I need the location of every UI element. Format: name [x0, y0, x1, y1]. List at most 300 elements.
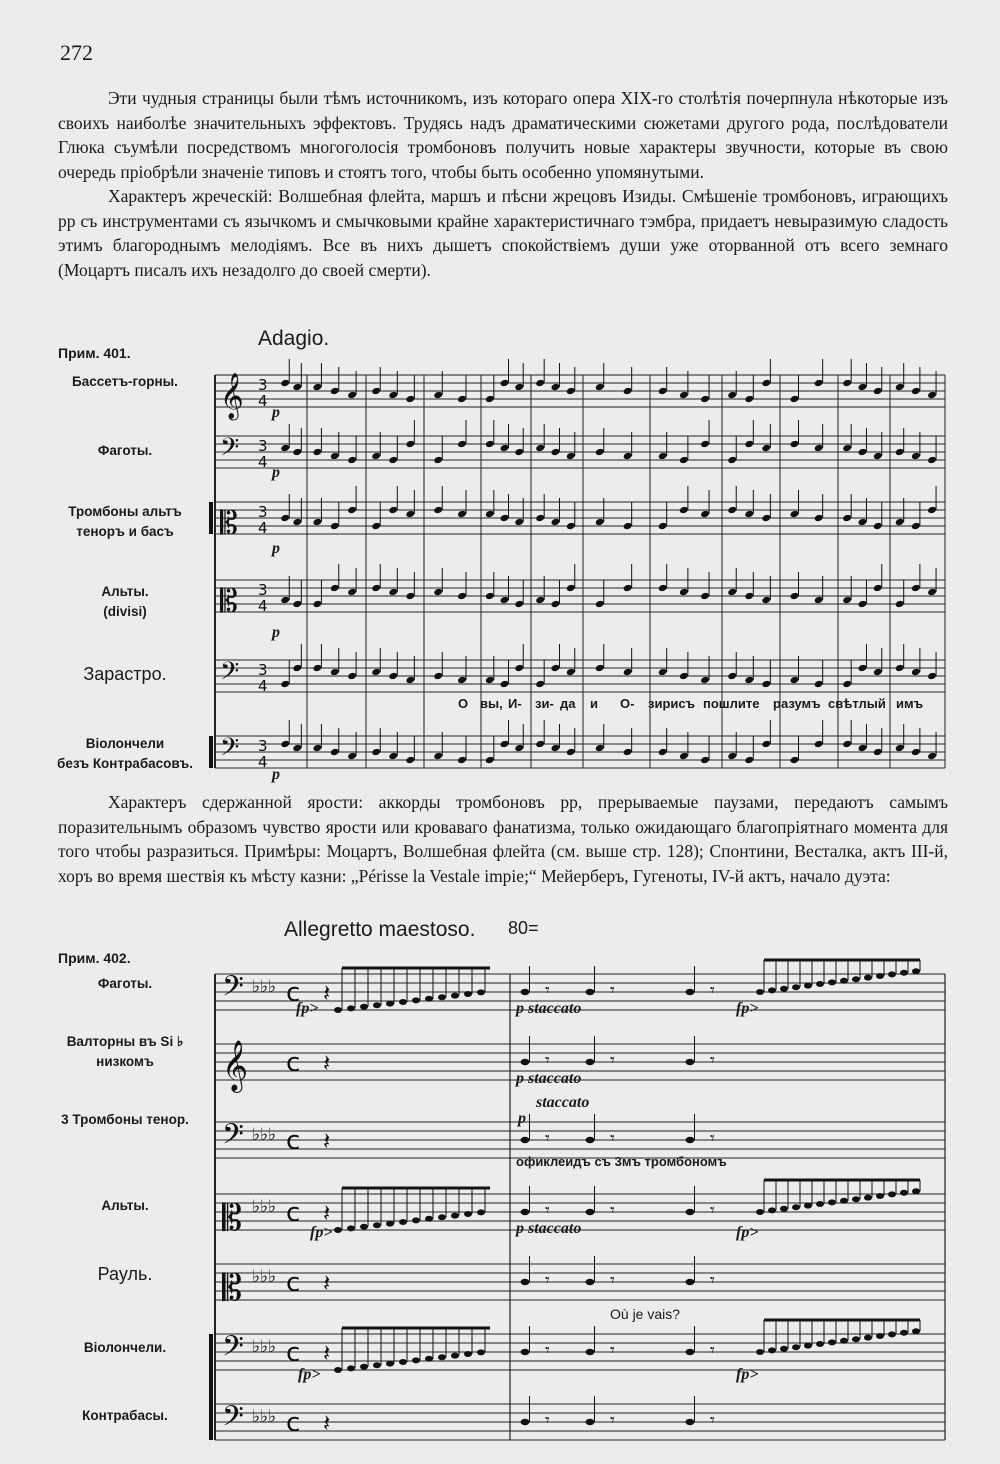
instrument-label: безъ Контрабасовъ. — [57, 756, 193, 771]
note-head — [623, 522, 633, 531]
note-head — [744, 592, 754, 601]
lyric: вы, — [480, 696, 503, 711]
note-head — [464, 1351, 472, 1357]
note-head — [873, 387, 883, 396]
note-head — [816, 1201, 824, 1207]
bass-clef-icon: 𝄢 — [222, 970, 244, 1010]
note-head — [280, 680, 290, 689]
lyric: О- — [620, 696, 635, 711]
rest-icon: 𝄾 — [610, 980, 615, 1001]
note-head — [679, 456, 689, 465]
note-head — [566, 748, 576, 757]
note-head — [412, 1217, 420, 1223]
note-head — [876, 973, 884, 979]
note-head — [911, 748, 921, 757]
note-head — [500, 680, 510, 689]
note-head — [840, 1338, 848, 1344]
note-head — [804, 983, 812, 989]
note-head — [312, 383, 322, 392]
note-head — [514, 383, 524, 392]
note-head — [804, 1203, 812, 1209]
note-head — [514, 744, 524, 753]
note-head — [900, 970, 908, 976]
note-head — [371, 668, 381, 677]
note-head — [514, 448, 524, 457]
note-head — [500, 740, 510, 749]
note-head — [857, 744, 867, 753]
time-signature: 4 — [258, 519, 268, 537]
note-head — [399, 1359, 407, 1365]
time-signature: c — [286, 978, 301, 1008]
note-head — [912, 1328, 920, 1334]
note-head — [927, 752, 937, 761]
rest-icon: 𝄾 — [710, 980, 715, 1001]
note-head — [292, 448, 302, 457]
note-head — [330, 522, 340, 531]
note-head — [727, 672, 737, 681]
note-head — [888, 1331, 896, 1337]
note-head — [451, 993, 459, 999]
note-head — [927, 391, 937, 400]
note-head — [679, 506, 689, 515]
note-head — [814, 740, 824, 749]
note-head — [595, 383, 605, 392]
note-head — [700, 395, 710, 404]
note-head — [425, 1356, 433, 1362]
note-head — [485, 756, 495, 765]
note-head — [514, 600, 524, 609]
note-head — [371, 748, 381, 757]
note-head — [790, 592, 800, 601]
note-head — [686, 1349, 695, 1355]
rest-icon: 𝄽 — [323, 1409, 331, 1437]
dynamic-mark: p staccato — [516, 1220, 582, 1237]
note-head — [373, 1222, 381, 1228]
time-signature: c — [286, 1048, 301, 1078]
note-head — [873, 522, 883, 531]
note-head — [347, 1005, 355, 1011]
alto-clef-icon: 𝄡 — [220, 582, 238, 620]
note-head — [334, 1007, 342, 1013]
note-head — [566, 668, 576, 677]
note-head — [828, 1339, 836, 1345]
note-head — [790, 395, 800, 404]
note-head — [550, 664, 560, 673]
note-head — [888, 1191, 896, 1197]
note-head — [438, 994, 446, 1000]
flat-icon: ♭♭♭ — [252, 1197, 277, 1217]
note-head — [727, 456, 737, 465]
note-head — [373, 1362, 381, 1368]
note-head — [828, 1199, 836, 1205]
note-head — [386, 1221, 394, 1227]
note-head — [679, 672, 689, 681]
note-head — [292, 664, 302, 673]
note-head — [347, 506, 357, 515]
lyric: и — [590, 696, 598, 711]
lyric: зирисъ — [648, 696, 695, 711]
note-head — [586, 1419, 595, 1425]
note-head — [623, 584, 633, 593]
note-head — [521, 1137, 530, 1143]
note-head — [686, 1059, 695, 1065]
note-head — [347, 752, 357, 761]
note-head — [451, 1353, 459, 1359]
note-head — [873, 748, 883, 757]
note-head — [330, 452, 340, 461]
note-head — [312, 448, 322, 457]
note-head — [451, 1213, 459, 1219]
flat-icon: ♭♭♭ — [252, 977, 277, 997]
example-label: Прим. 402. — [58, 950, 131, 966]
note-head — [521, 989, 530, 995]
note-head — [500, 596, 510, 605]
note-head — [900, 1330, 908, 1336]
note-head — [412, 997, 420, 1003]
note-head — [425, 996, 433, 1002]
note-head — [895, 600, 905, 609]
dynamic-mark: p — [272, 404, 280, 421]
note-head — [911, 668, 921, 677]
note-head — [485, 676, 495, 685]
note-head — [679, 752, 689, 761]
note-head — [292, 383, 302, 392]
note-head — [399, 1219, 407, 1225]
note-head — [386, 1361, 394, 1367]
note-head — [857, 518, 867, 527]
note-head — [927, 672, 937, 681]
note-head — [457, 676, 467, 685]
note-head — [433, 672, 443, 681]
rest-icon: 𝄽 — [323, 1339, 331, 1367]
note-head — [405, 440, 415, 449]
note-head — [425, 1216, 433, 1222]
note-head — [373, 1002, 381, 1008]
note-head — [586, 989, 595, 995]
note-head — [790, 440, 800, 449]
note-head — [566, 387, 576, 396]
note-head — [768, 987, 776, 993]
note-head — [911, 387, 921, 396]
note-head — [485, 395, 495, 404]
note-head — [658, 668, 668, 677]
tempo-marking: Adagio. — [258, 327, 330, 350]
note-head — [457, 440, 467, 449]
time-signature: c — [286, 1268, 301, 1298]
note-head — [780, 1206, 788, 1212]
note-head — [761, 680, 771, 689]
rest-icon: 𝄾 — [610, 1340, 615, 1361]
note-head — [679, 588, 689, 597]
note-head — [912, 1188, 920, 1194]
instrument-label: Фаготы. — [97, 976, 153, 991]
note-head — [814, 444, 824, 453]
note-head — [334, 1367, 342, 1373]
rest-icon: 𝄾 — [610, 1128, 615, 1149]
note-head — [521, 1419, 530, 1425]
note-head — [500, 444, 510, 453]
time-signature: 3 — [258, 437, 268, 455]
note-head — [412, 1357, 420, 1363]
note-head — [330, 748, 340, 757]
note-head — [360, 1364, 368, 1370]
rest-icon: 𝄾 — [710, 1270, 715, 1291]
note-head — [658, 584, 668, 593]
note-head — [828, 979, 836, 985]
rest-icon: 𝄾 — [710, 1050, 715, 1071]
note-head — [761, 596, 771, 605]
note-head — [280, 740, 290, 749]
lyric: разумъ — [773, 696, 821, 711]
note-head — [500, 379, 510, 388]
note-head — [433, 456, 443, 465]
treble-clef-icon: 𝄞 — [222, 1040, 249, 1091]
instrument-label: Тромбоны альтъ — [68, 504, 182, 519]
note-head — [595, 600, 605, 609]
flat-icon: ♭♭♭ — [252, 1407, 277, 1427]
note-head — [595, 744, 605, 753]
note-head — [700, 440, 710, 449]
note-head — [347, 391, 357, 400]
bass-clef-icon: 𝄢 — [220, 433, 240, 468]
note-head — [312, 600, 322, 609]
note-head — [873, 452, 883, 461]
note-head — [457, 395, 467, 404]
note-head — [433, 588, 443, 597]
note-head — [900, 1190, 908, 1196]
note-head — [876, 1193, 884, 1199]
dynamic-mark: fp> — [296, 1000, 319, 1017]
note-head — [347, 1365, 355, 1371]
note-head — [388, 588, 398, 597]
note-head — [727, 391, 737, 400]
note-head — [388, 672, 398, 681]
note-head — [521, 1059, 530, 1065]
note-head — [535, 379, 545, 388]
note-head — [780, 1346, 788, 1352]
note-head — [658, 522, 668, 531]
note-head — [792, 1344, 800, 1350]
note-head — [912, 968, 920, 974]
note-head — [911, 584, 921, 593]
note-head — [814, 379, 824, 388]
dynamic-mark: fp> — [298, 1366, 321, 1383]
rest-icon: 𝄾 — [545, 1128, 550, 1149]
note-head — [857, 664, 867, 673]
dynamic-mark: fp> — [736, 1224, 759, 1241]
note-head — [814, 514, 824, 523]
note-head — [840, 978, 848, 984]
treble-clef-icon: 𝄞 — [220, 373, 244, 419]
lyric: О — [458, 696, 469, 711]
note-head — [292, 518, 302, 527]
tempo-marking: Allegretto maestoso. — [284, 918, 476, 941]
note-head — [438, 1214, 446, 1220]
note-head — [457, 592, 467, 601]
alto-clef-icon: 𝄡 — [222, 1198, 243, 1239]
note-head — [521, 1279, 530, 1285]
note-head — [464, 991, 472, 997]
example-label: Прим. 401. — [58, 345, 131, 361]
rest-icon: 𝄽 — [323, 1269, 331, 1297]
note-head — [852, 1336, 860, 1342]
note-head — [485, 440, 495, 449]
note-head — [744, 510, 754, 519]
bass-clef-icon: 𝄢 — [222, 1330, 244, 1370]
note-head — [330, 387, 340, 396]
note-head — [744, 756, 754, 765]
note-head — [500, 514, 510, 523]
time-signature: c — [286, 1126, 301, 1156]
flat-icon: ♭♭♭ — [252, 1267, 277, 1287]
note-head — [371, 452, 381, 461]
note-head — [761, 514, 771, 523]
metronome-marking: 80= — [508, 918, 539, 938]
instrument-label: Зарастро. — [83, 664, 167, 684]
note-head — [700, 592, 710, 601]
note-head — [334, 1227, 342, 1233]
note-head — [399, 999, 407, 1005]
time-signature: c — [286, 1338, 301, 1368]
note-head — [405, 592, 415, 601]
note-head — [566, 452, 576, 461]
dynamic-mark: staccato — [536, 1094, 590, 1111]
note-head — [371, 584, 381, 593]
note-head — [895, 744, 905, 753]
note-head — [586, 1279, 595, 1285]
note-head — [330, 584, 340, 593]
note-head — [895, 383, 905, 392]
note-head — [550, 744, 560, 753]
note-head — [623, 748, 633, 757]
note-head — [623, 668, 633, 677]
note-head — [927, 588, 937, 597]
time-signature: c — [286, 1198, 301, 1228]
note-head — [566, 584, 576, 593]
instrument-label: Віолончели. — [83, 1340, 167, 1355]
note-head — [744, 395, 754, 404]
rest-icon: 𝄾 — [545, 1050, 550, 1071]
note-head — [790, 510, 800, 519]
instrument-label: Валторны въ Si ♭ — [66, 1034, 184, 1049]
dynamic-mark: fp> — [310, 1224, 333, 1241]
note-head — [814, 680, 824, 689]
note-head — [864, 975, 872, 981]
rest-icon: 𝄾 — [710, 1200, 715, 1221]
time-signature: 3 — [258, 661, 268, 679]
note-head — [535, 514, 545, 523]
note-head — [658, 452, 668, 461]
note-head — [347, 588, 357, 597]
note-head — [840, 1198, 848, 1204]
dynamic-mark: p staccato — [516, 1070, 582, 1087]
time-signature: 3 — [258, 581, 268, 599]
note-head — [347, 456, 357, 465]
time-signature: 3 — [258, 737, 268, 755]
bass-clef-icon: 𝄢 — [220, 733, 240, 768]
note-head — [405, 510, 415, 519]
note-head — [686, 1419, 695, 1425]
note-head — [792, 1204, 800, 1210]
dynamic-mark: p — [272, 624, 280, 641]
note-head — [876, 1333, 884, 1339]
note-head — [464, 1211, 472, 1217]
time-signature: c — [286, 1408, 301, 1438]
time-signature: 3 — [258, 376, 268, 394]
time-signature: 4 — [258, 753, 268, 771]
note-head — [405, 756, 415, 765]
note-head — [842, 379, 852, 388]
instrument-label: Контрабасы. — [82, 1408, 168, 1423]
ophicleide-note: офиклеидъ съ 3мъ тромбономъ — [516, 1154, 727, 1169]
note-head — [405, 395, 415, 404]
note-head — [857, 600, 867, 609]
dynamic-mark: p — [272, 464, 280, 481]
note-head — [727, 588, 737, 597]
note-head — [895, 664, 905, 673]
dynamic-mark: p — [518, 1110, 526, 1127]
lyric: имъ — [896, 696, 924, 711]
note-head — [457, 756, 467, 765]
time-signature: 4 — [258, 597, 268, 615]
note-head — [686, 1209, 695, 1215]
note-head — [433, 391, 443, 400]
note-head — [280, 444, 290, 453]
note-head — [911, 452, 921, 461]
paragraph: Характеръ сдержанной ярости: аккорды тромбоновъ pp, прерываемые паузами, передаютъ самымъ поразительнымъ образомъ чувство ярости или кроваваго фанатизма, только ожидающаго благопріятнаго момента для того чтобы разразиться. Примѣры: Моцартъ, Волшебная флейта (см. выше стр. 128); Спонтини, Весталка, актъ III-й, хоръ во время шествія къ мѣсту казни: „Périsse la Vestale impie;“ Мейерберъ, Гугеноты, IV-й актъ, начало дуэта: — [58, 792, 948, 886]
note-head — [852, 1196, 860, 1202]
note-head — [768, 1207, 776, 1213]
note-head — [686, 989, 695, 995]
rest-icon: 𝄾 — [610, 1410, 615, 1431]
note-head — [535, 444, 545, 453]
rest-icon: 𝄾 — [610, 1200, 615, 1221]
note-head — [857, 383, 867, 392]
note-head — [761, 379, 771, 388]
note-head — [927, 456, 937, 465]
rest-icon: 𝄾 — [545, 1200, 550, 1221]
instrument-label: низкомъ — [96, 1054, 154, 1069]
note-head — [768, 1347, 776, 1353]
note-head — [658, 387, 668, 396]
note-head — [347, 672, 357, 681]
note-head — [550, 600, 560, 609]
rest-icon: 𝄾 — [545, 980, 550, 1001]
note-head — [477, 1349, 485, 1355]
note-head — [700, 510, 710, 519]
note-head — [895, 518, 905, 527]
note-head — [292, 744, 302, 753]
rest-icon: 𝄾 — [545, 1270, 550, 1291]
rest-icon: 𝄽 — [323, 1199, 331, 1227]
note-head — [386, 1001, 394, 1007]
note-head — [535, 740, 545, 749]
note-head — [347, 1225, 355, 1231]
note-head — [477, 989, 485, 995]
alto-clef-icon: 𝄡 — [222, 1268, 243, 1309]
note-head — [330, 668, 340, 677]
note-head — [623, 387, 633, 396]
note-head — [360, 1004, 368, 1010]
note-head — [804, 1343, 812, 1349]
note-head — [927, 506, 937, 515]
dynamic-mark: p staccato — [516, 1000, 582, 1017]
rest-icon: 𝄽 — [323, 979, 331, 1007]
note-head — [388, 506, 398, 515]
note-head — [911, 522, 921, 531]
flat-icon: ♭♭♭ — [252, 1337, 277, 1357]
note-head — [457, 510, 467, 519]
